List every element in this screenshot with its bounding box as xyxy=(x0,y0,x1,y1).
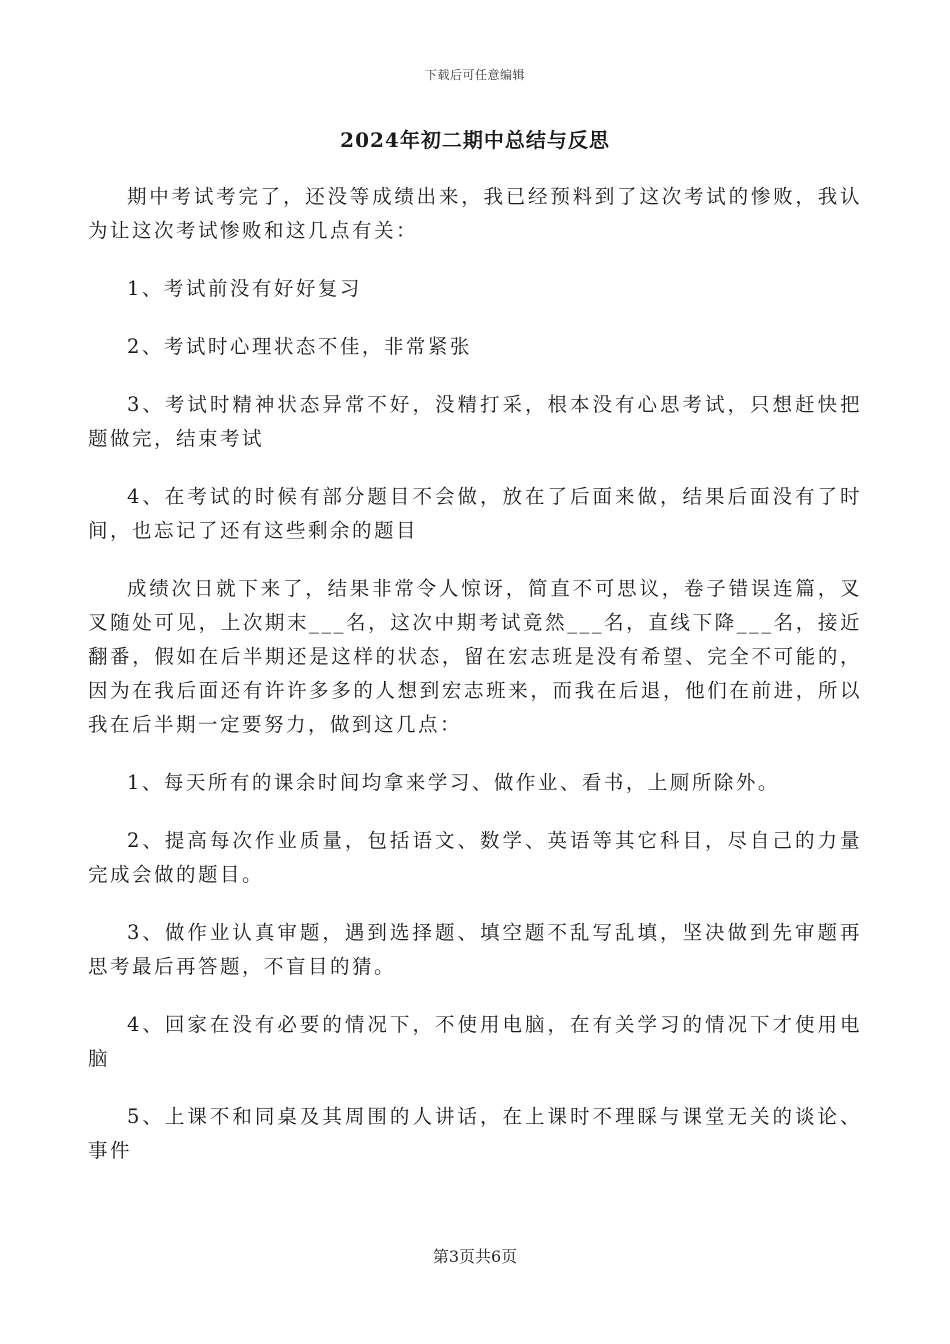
paragraph-reason-4: 4、在考试的时候有部分题目不会做，放在了后面来做，结果后面没有了时间，也忘记了还有这些剩余的题目 xyxy=(88,485,862,542)
page-indicator: 第3页共6页 xyxy=(432,1247,518,1266)
paragraph-reason-1: 1、考试前没有好好复习 xyxy=(127,277,362,300)
header-note: 下载后可任意编辑 xyxy=(424,68,525,82)
paragraph-plan-4: 4、回家在没有必要的情况下，不使用电脑，在有关学习的情况下才使用电脑 xyxy=(88,1013,862,1070)
paragraph-plan-3: 3、做作业认真审题，遇到选择题、填空题不乱写乱填，坚决做到先审题再思考最后再答题，不盲目的猜。 xyxy=(88,921,862,978)
paragraph-reason-3: 3、考试时精神状态异常不好，没精打采，根本没有心思考试，只想赶快把题做完，结束考试 xyxy=(88,393,862,450)
document-body xyxy=(88,180,862,1168)
paragraph-plan-1: 1、每天所有的课余时间均拿来学习、做作业、看书，上厕所除外。 xyxy=(127,771,780,794)
document-title: 2024年初二期中总结与反思 xyxy=(340,128,610,152)
paragraph-intro: 期中考试考完了，还没等成绩出来，我已经预料到了这次考试的惨败，我认为让这次考试惨败和这几点有关： xyxy=(88,185,862,242)
paragraph-results: 成绩次日就下来了，结果非常令人惊讶，简直不可思议，卷子错误连篇，叉叉随处可见，上次期末___名，这次中期考试竟然___名，直线下降___名，接近翻番，假如在后半期还是这样的状态，留在宏志班是没有希望、完全不可能的，因为在我后面还有许许多多的人想到宏志班来，而我在后退，他们在前进，所以我在后半期一定要努力，做到这几点： xyxy=(88,577,862,736)
paragraph-plan-5: 5、上课不和同桌及其周围的人讲话，在上课时不理睬与课堂无关的谈论、事件 xyxy=(88,1105,862,1162)
paragraph-reason-2: 2、考试时心理状态不佳，非常紧张 xyxy=(127,335,472,358)
paragraph-plan-2: 2、提高每次作业质量，包括语文、数学、英语等其它科目，尽自己的力量完成会做的题目。 xyxy=(88,829,862,886)
